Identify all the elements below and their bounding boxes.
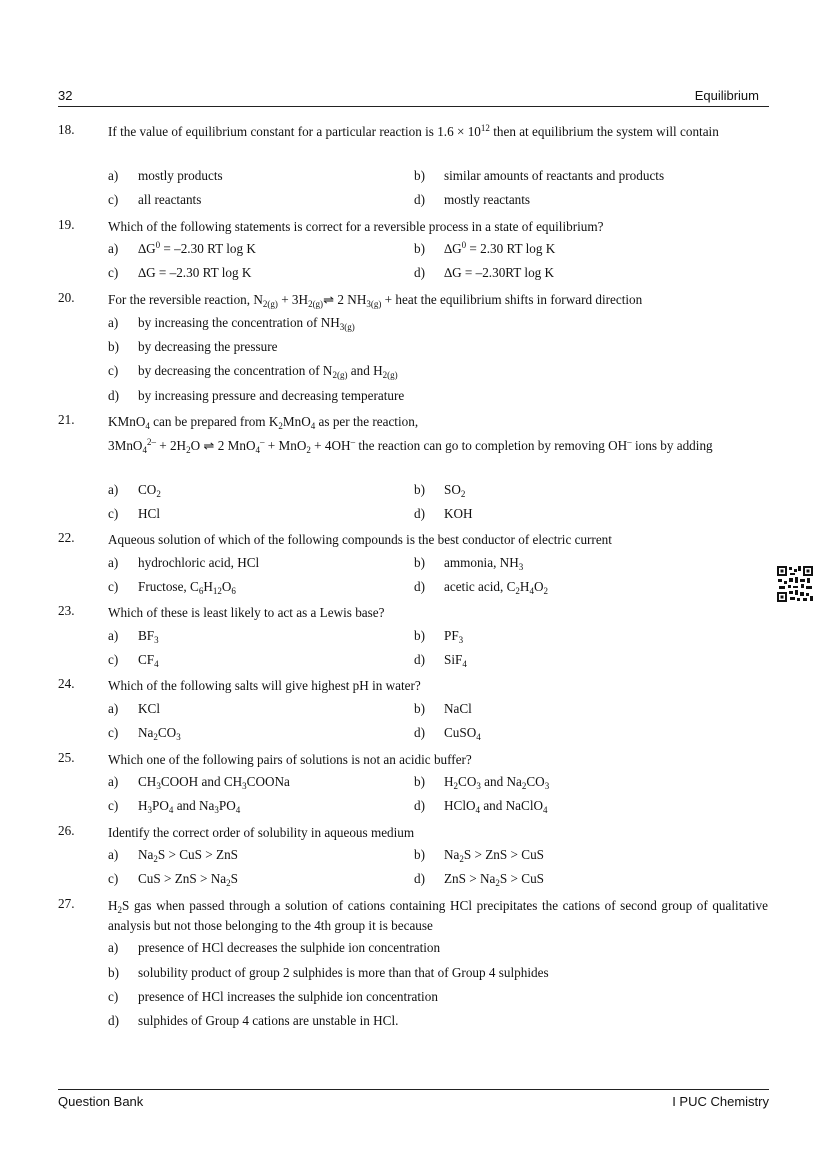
option-text: $H_3PO_4$ and $Na_3PO_4$	[138, 798, 241, 815]
question-stem: Which one of the following pairs of solutions is not an acidic buffer?	[108, 752, 472, 767]
qr-code-icon	[776, 565, 814, 603]
option-text: HClO$_4$ and NaClO$_4$	[444, 798, 548, 815]
option-text: CuSO$_4$	[444, 725, 481, 742]
option-label: b)	[414, 774, 425, 789]
question-stem: For the reversible reaction, $N_{2(g)}$ + $3H_{2(g)}\rightleftharpoons$ 2 $NH_{3(g)}$ + heat the equilibrium shifts in forward direction	[108, 292, 643, 309]
option-text: $Na_2S$ > ZnS > CuS	[444, 847, 544, 864]
option-label: b)	[414, 168, 425, 183]
option-text: by increasing pressure and decreasing temperature	[138, 388, 405, 403]
option-text: mostly reactants	[444, 192, 531, 207]
option-text: $CO_2$	[138, 482, 161, 499]
option-text: ZnS > $Na_2S$ > CuS	[444, 871, 544, 888]
chapter-title: Equilibrium	[694, 88, 759, 103]
option-label: b)	[414, 847, 425, 862]
question-stem: Which of the following salts will give highest pH in water?	[108, 678, 421, 693]
option-label: a)	[108, 940, 119, 955]
option-text: hydrochloric acid, HCl	[138, 555, 260, 570]
footer-right: I PUC Chemistry	[672, 1094, 769, 1109]
option-label: b)	[414, 555, 425, 570]
option-text: sulphides of Group 4 cations are unstable in HCl.	[138, 1013, 399, 1028]
question-stem: If the value of equilibrium constant for a particular reaction is $1.6 \times 10^{12}$ then at equilibrium the system will contain	[108, 123, 719, 139]
option-label: a)	[108, 628, 119, 643]
question-number: 20.	[58, 290, 75, 305]
option-text: by increasing the concentration of $NH_{3(g)}$	[138, 315, 355, 332]
option-text: acetic acid, $C_2H_4O_2$	[444, 579, 548, 596]
option-text: $CF_4$	[138, 652, 159, 669]
option-label: b)	[414, 241, 425, 256]
option-label: c)	[108, 725, 119, 740]
option-label: a)	[108, 555, 119, 570]
question-number: 18.	[58, 122, 75, 137]
option-label: d)	[108, 1013, 119, 1028]
option-label: b)	[414, 482, 425, 497]
option-label: a)	[108, 315, 119, 330]
option-text: presence of HCl increases the sulphide ion concentration	[138, 989, 438, 1004]
page-number: 32	[58, 88, 73, 103]
question-stem: Which of these is least likely to act as a Lewis base?	[108, 605, 385, 620]
option-label: d)	[414, 798, 425, 813]
option-label: c)	[108, 989, 119, 1004]
question-stem: KMnO$_4$ can be prepared from $K_2MnO_4$ as per the reaction,	[108, 414, 419, 431]
option-text: $BF_3$	[138, 628, 159, 645]
option-label: a)	[108, 701, 119, 716]
question-number: 24.	[58, 676, 75, 691]
option-text: Fructose, $C_6H_{12}O_6$	[138, 579, 236, 596]
option-label: c)	[108, 871, 119, 886]
option-text: $Na_2CO_3$	[138, 725, 181, 742]
option-text: KCl	[138, 701, 160, 716]
footer-left: Question Bank	[58, 1094, 144, 1109]
option-label: a)	[108, 847, 119, 862]
option-label: a)	[108, 241, 119, 256]
question-number: 23.	[58, 603, 75, 618]
option-text: $CH_3COOH$ and $CH_3COONa$	[138, 774, 290, 791]
option-text: ∆G = –2.30 RT log K	[138, 265, 252, 280]
option-text: solubility product of group 2 sulphides is more than that of Group 4 sulphides	[138, 965, 549, 980]
question-stem: Identify the correct order of solubility in aqueous medium	[108, 825, 415, 840]
option-label: a)	[108, 482, 119, 497]
question-number: 19.	[58, 217, 75, 232]
option-label: c)	[108, 798, 119, 813]
option-label: c)	[108, 363, 119, 378]
option-label: a)	[108, 168, 119, 183]
option-label: d)	[414, 192, 425, 207]
option-text: ∆G = –2.30RT log K	[444, 265, 555, 280]
option-label: a)	[108, 774, 119, 789]
option-text: CuS > ZnS > $Na_2S$	[138, 871, 238, 888]
question-number: 25.	[58, 750, 75, 765]
question-number: 26.	[58, 823, 75, 838]
option-label: b)	[414, 701, 425, 716]
option-label: d)	[414, 652, 425, 667]
option-label: b)	[108, 339, 119, 354]
option-text: by decreasing the pressure	[138, 339, 278, 354]
option-text: NaCl	[444, 701, 472, 716]
option-label: d)	[414, 725, 425, 740]
option-text: $Na_2S$ > CuS > ZnS	[138, 847, 238, 864]
option-text: all reactants	[138, 192, 202, 207]
option-label: c)	[108, 652, 119, 667]
option-label: c)	[108, 192, 119, 207]
option-text: SiF$_4$	[444, 652, 467, 669]
option-text: ammonia, $NH_3$	[444, 555, 524, 572]
option-text: KOH	[444, 506, 473, 521]
option-text: $\Delta G^0 = 2.30$ RT log K	[444, 240, 556, 256]
option-label: d)	[414, 265, 425, 280]
option-label: c)	[108, 265, 119, 280]
question-number: 27.	[58, 896, 75, 911]
option-label: b)	[108, 965, 119, 980]
question-number: 21.	[58, 412, 75, 427]
option-text: $SO_2$	[444, 482, 466, 499]
page-header	[58, 88, 769, 107]
option-text: $H_2CO_3$ and $Na_2CO_3$	[444, 774, 550, 791]
option-text: mostly products	[138, 168, 223, 183]
option-text: similar amounts of reactants and products	[444, 168, 665, 183]
option-label: c)	[108, 506, 119, 521]
question-stem: Which of the following statements is correct for a reversible process in a state of equilibrium?	[108, 219, 604, 234]
option-label: d)	[414, 506, 425, 521]
option-label: d)	[108, 388, 119, 403]
option-label: b)	[414, 628, 425, 643]
question-stem: Aqueous solution of which of the following compounds is the best conductor of electric current	[108, 532, 612, 547]
option-label: d)	[414, 579, 425, 594]
option-text: HCl	[138, 506, 160, 521]
option-label: d)	[414, 871, 425, 886]
option-text: by decreasing the concentration of $N_{2(g)}$ and $H_{2(g)}$	[138, 363, 398, 380]
option-text: $\Delta G^0 = -2.30$ RT log K	[138, 240, 256, 256]
option-text: presence of HCl decreases the sulphide ion concentration	[138, 940, 441, 955]
option-text: $PF_3$	[444, 628, 464, 645]
question-stem: $H_2S$ gas when passed through a solution of cations containing HCl precipitates the cations of second group of qualitative analysis but not those belonging to the 4th group it is because	[108, 898, 768, 933]
page-footer	[58, 1089, 769, 1111]
question-number: 22.	[58, 530, 75, 545]
option-label: c)	[108, 579, 119, 594]
